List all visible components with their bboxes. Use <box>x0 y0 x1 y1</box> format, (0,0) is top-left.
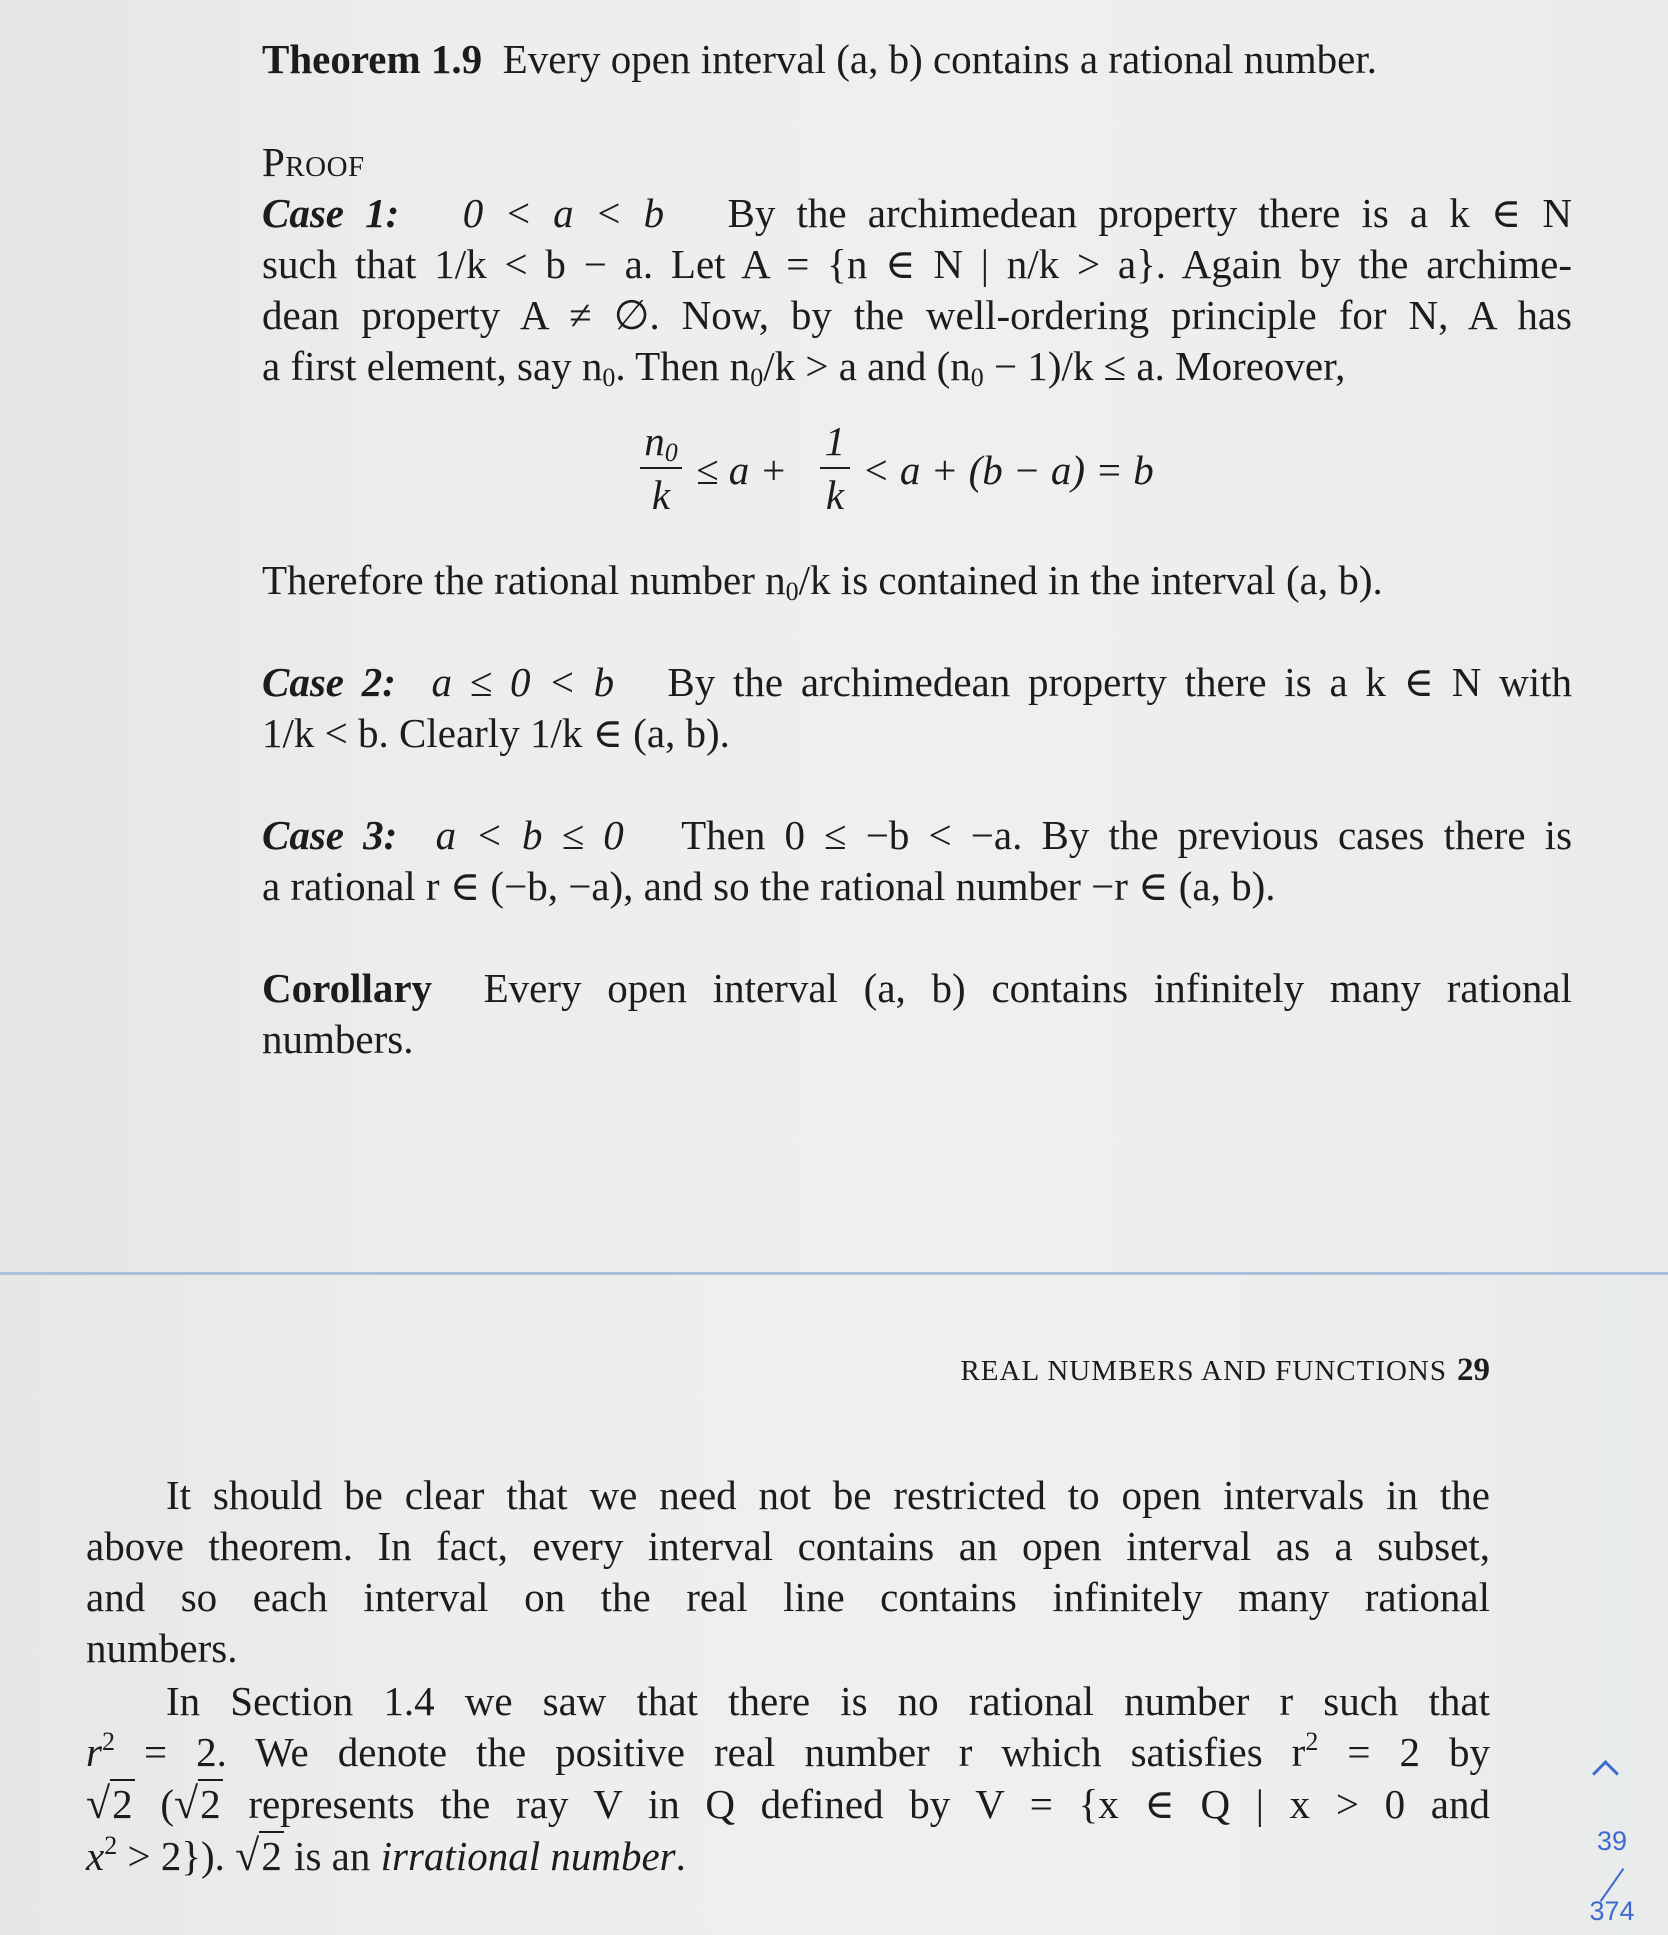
case1-line1: Case 1: 0 < a < b By the archimedean property there is a k ∈ N <box>262 190 1573 236</box>
case3 <box>262 810 1572 912</box>
theorem-label: Theorem 1.9 <box>262 36 483 82</box>
case1-conclusion: Therefore the rational number $n_0/k$ is contained in the interval (a, b). <box>262 557 1383 606</box>
case2-condition: a ≤ 0 < b <box>431 659 615 705</box>
proof-heading: Proof <box>262 139 365 185</box>
case3-line1: Case 3: a < b ≤ 0 Then 0 ≤ −b < −a. By the previous cases there is <box>262 812 1573 858</box>
fraction-n0-over-k: $n_0$ k <box>640 418 682 518</box>
case3-line2: a rational r ∈ (−b, −a), and so the rational number −r ∈ (a, b). <box>262 863 1276 909</box>
running-head <box>960 1352 1490 1389</box>
sqrt-symbol: √2 <box>86 1779 133 1828</box>
running-head-title: REAL NUMBERS AND FUNCTIONS <box>960 1355 1447 1387</box>
case1-line3: dean property A ≠ ∅. Now, by the well-ordering principle for N, A has <box>262 292 1572 338</box>
corollary-text: Every open interval (a, b) contains infinitely many rational numbers. <box>262 965 1572 1062</box>
case3-label: Case 3: <box>262 812 398 858</box>
case2-line1: Case 2: a ≤ 0 < b By the archimedean property there is a k ∈ N with <box>262 659 1573 705</box>
current-page: 39 <box>1596 1826 1628 1856</box>
eq-rest: < a + (b − a) = b <box>862 447 1154 493</box>
page-navigator[interactable] <box>1582 1756 1642 1926</box>
chevron-up-icon[interactable] <box>1592 1760 1619 1787</box>
case3-condition: a < b ≤ 0 <box>435 812 624 858</box>
case2 <box>262 657 1572 759</box>
case2-line2: 1/k < b. Clearly 1/k ∈ (a, b). <box>262 710 730 756</box>
paragraph-1: It should be clear that we need not be restricted to open intervals in the above theorem. In fact, every interval contains an open interval as a subset, and so each interval on the real line contains infinitely many rational numbers. <box>86 1472 1490 1671</box>
corollary-label: Corollary <box>262 965 433 1011</box>
proof <box>262 137 1572 392</box>
case1-condition: 0 < a < b <box>462 190 665 236</box>
eq-op1: ≤ a + <box>696 447 788 493</box>
display-equation <box>640 418 1240 528</box>
case1-line2: such that 1/k < b − a. Let A = {n ∈ N | n/k > a}. Again by the archime- <box>262 241 1572 287</box>
theorem-text: Every open interval (a, b) contains a rational number. <box>502 36 1378 82</box>
case1-label: Case 1: <box>262 190 400 236</box>
fraction-1-over-k: 1 k <box>820 418 850 518</box>
corollary <box>262 963 1572 1065</box>
page-number: 29 <box>1457 1352 1490 1388</box>
sqrt-symbol: √2 <box>174 1779 221 1828</box>
total-pages: 374 <box>1589 1896 1635 1926</box>
theorem-1-9 <box>262 34 1582 85</box>
sqrt-symbol: √2 <box>235 1831 282 1880</box>
case1-line4: a first element, say $n_0$. Then $n_0/k > a$ and $(n_0 - 1)/k \le a$. Moreover, <box>262 343 1346 392</box>
case2-label: Case 2: <box>262 659 396 705</box>
paragraph-2: In Section 1.4 we saw that there is no rational number r such that $r^2 = 2$. We denote the positive real number r which satisfies $r^2 = 2$ by √2 (√2 represents the ray V in Q defined by V = {x ∈ Q | x > 0 and $x^2 > 2$}). √2 is an irrational number. <box>86 1678 1490 1880</box>
